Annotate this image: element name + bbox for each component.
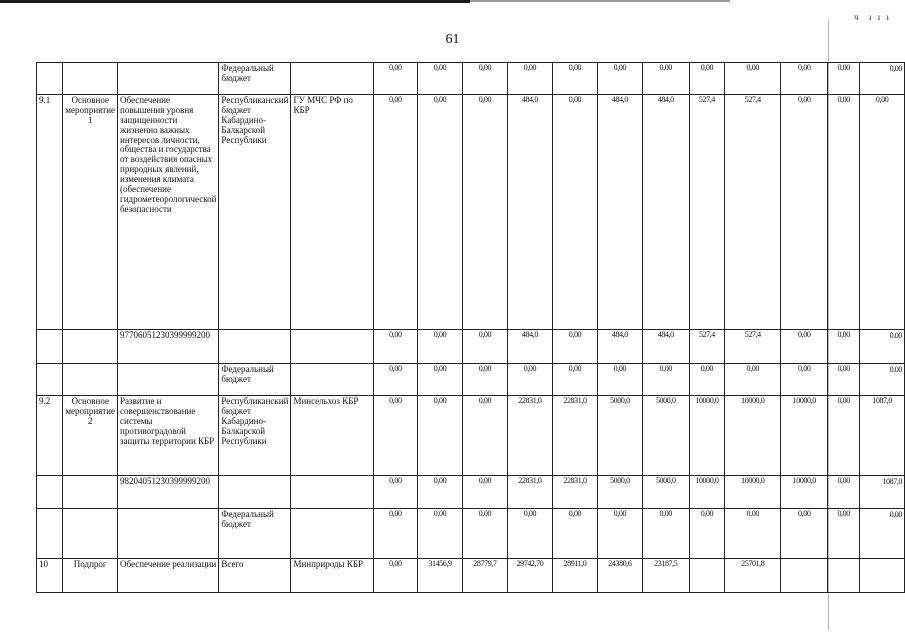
- table-row: [37, 476, 905, 509]
- value-cell: 0,00: [642, 364, 689, 396]
- row-source: Федеральный бюджет: [219, 63, 291, 95]
- row-kind: [63, 476, 118, 509]
- value-cell: 0,00: [781, 95, 828, 330]
- value-cell: 0,00: [642, 63, 689, 95]
- row-source: [219, 330, 291, 364]
- value-cell: 0,00: [553, 364, 598, 396]
- top-rule: [0, 0, 470, 3]
- row-number: [37, 509, 63, 559]
- row-source: [219, 476, 291, 509]
- value-cell: 0,00: [418, 330, 463, 364]
- table-row: [37, 63, 905, 95]
- table-row: [37, 95, 905, 330]
- value-cell: 0,00: [781, 330, 828, 364]
- row-name: Обеспечение повышения уровня защищенности жизненно важных интересов личности, общества и государства от воздействия опасных природных явлений, изменения климата (обеспечение гидрометеорологической безопасности: [118, 95, 219, 330]
- value-cell: 484,0: [507, 95, 552, 330]
- value-cell: 484,0: [642, 95, 689, 330]
- row-kind: Основное мероприятие 1: [63, 95, 118, 330]
- value-cell: [860, 559, 905, 593]
- value-cell: 10000,0: [689, 476, 725, 509]
- row-kind: [63, 364, 118, 396]
- value-cell: 0,00: [373, 95, 417, 330]
- budget-code: 98204051230399999200: [118, 476, 219, 509]
- value-cell: 0,00: [462, 396, 507, 476]
- row-executor: [291, 63, 373, 95]
- value-cell: 0,00: [553, 330, 598, 364]
- row-name: Обеспечение реализации: [118, 559, 219, 593]
- value-cell: 10000,0: [781, 396, 828, 476]
- value-cell: 0,00: [642, 509, 689, 559]
- value-cell: 5000,0: [597, 396, 642, 476]
- value-cell: 22831,0: [553, 396, 598, 476]
- value-cell: 484,0: [642, 330, 689, 364]
- row-source: Республиканский бюджет Кабардино-Балкарской Республики: [219, 95, 291, 330]
- value-cell: 1087,0: [860, 476, 905, 509]
- value-cell: 29742,70: [507, 559, 552, 593]
- value-cell: 0,00: [725, 63, 781, 95]
- value-cell: 0,00: [418, 95, 463, 330]
- value-cell: 0,00: [828, 509, 860, 559]
- row-source: Всего: [219, 559, 291, 593]
- value-cell: 484,0: [507, 330, 552, 364]
- value-cell: 527,4: [689, 330, 725, 364]
- value-cell: 0,00: [860, 509, 905, 559]
- value-cell: 0,00: [689, 63, 725, 95]
- row-kind: [63, 509, 118, 559]
- value-cell: 0,00: [373, 396, 417, 476]
- row-executor: [291, 330, 373, 364]
- value-cell: [689, 559, 725, 593]
- value-cell: 1087,0: [860, 396, 905, 476]
- value-cell: 0,00: [725, 364, 781, 396]
- row-kind: [63, 63, 118, 95]
- row-name: [118, 63, 219, 95]
- value-cell: 0,00: [725, 509, 781, 559]
- row-kind: [63, 330, 118, 364]
- value-cell: 0,00: [781, 509, 828, 559]
- value-cell: 0,00: [418, 396, 463, 476]
- budget-table-body: [37, 63, 905, 593]
- row-executor: ГУ МЧС РФ по КБР: [291, 95, 373, 330]
- value-cell: 527,4: [725, 330, 781, 364]
- value-cell: 0,00: [781, 63, 828, 95]
- top-rule-faint: [470, 0, 730, 2]
- value-cell: 28911,0: [553, 559, 598, 593]
- value-cell: 24380,6: [597, 559, 642, 593]
- value-cell: 22831,0: [507, 476, 552, 509]
- row-name: [118, 364, 219, 396]
- value-cell: 0,00: [689, 509, 725, 559]
- row-number: [37, 476, 63, 509]
- value-cell: 0,00: [462, 63, 507, 95]
- row-number: 9.1: [37, 95, 63, 330]
- row-kind: Основное мероприятие 2: [63, 396, 118, 476]
- value-cell: 527,4: [689, 95, 725, 330]
- value-cell: 0,00: [462, 364, 507, 396]
- value-cell: 0,00: [373, 476, 417, 509]
- row-kind: Подпрог: [63, 559, 118, 593]
- value-cell: 0,00: [828, 63, 860, 95]
- value-cell: 28779,7: [462, 559, 507, 593]
- row-number: 10: [37, 559, 63, 593]
- row-executor: Минсельхоз КБР: [291, 396, 373, 476]
- value-cell: 0,00: [418, 509, 463, 559]
- value-cell: 0,00: [462, 95, 507, 330]
- value-cell: 0,00: [507, 63, 552, 95]
- value-cell: 0.00: [860, 330, 905, 364]
- value-cell: [828, 559, 860, 593]
- value-cell: 0,00: [373, 63, 417, 95]
- value-cell: 22831,0: [553, 476, 598, 509]
- value-cell: 0,00: [828, 330, 860, 364]
- value-cell: 0,00: [373, 364, 417, 396]
- value-cell: 0,00: [597, 509, 642, 559]
- value-cell: 5000,0: [597, 476, 642, 509]
- value-cell: 0,00: [418, 476, 463, 509]
- value-cell: 0,00: [462, 330, 507, 364]
- value-cell: 0,00: [781, 364, 828, 396]
- value-cell: 0,00: [553, 63, 598, 95]
- value-cell: 0,00: [860, 63, 905, 95]
- budget-table: [36, 62, 905, 593]
- value-cell: 23187,5: [642, 559, 689, 593]
- value-cell: 0,00: [462, 509, 507, 559]
- value-cell: 0,00: [553, 95, 598, 330]
- value-cell: [781, 559, 828, 593]
- value-cell: 10000,0: [725, 476, 781, 509]
- value-cell: 484,0: [597, 330, 642, 364]
- value-cell: 527,4: [725, 95, 781, 330]
- value-cell: 10000,0: [781, 476, 828, 509]
- value-cell: 0.00: [860, 364, 905, 396]
- row-name: [118, 509, 219, 559]
- table-row: [37, 396, 905, 476]
- row-number: [37, 330, 63, 364]
- table-row: [37, 509, 905, 559]
- row-name: Развитие и совершенствование системы противоградовой защиты территории КБР: [118, 396, 219, 476]
- value-cell: 0,00: [373, 509, 417, 559]
- row-source: Федеральный бюджет: [219, 364, 291, 396]
- value-cell: 0,00: [689, 364, 725, 396]
- table-row: [37, 559, 905, 593]
- row-executor: [291, 364, 373, 396]
- table-row: [37, 330, 905, 364]
- value-cell: 0,00: [828, 364, 860, 396]
- row-number: 9.2: [37, 396, 63, 476]
- corner-mark: ч ı ı ı: [853, 12, 891, 22]
- value-cell: 10000,0: [725, 396, 781, 476]
- row-number: [37, 63, 63, 95]
- budget-code: 97706051230399999200: [118, 330, 219, 364]
- row-executor: [291, 509, 373, 559]
- value-cell: 31456,9: [418, 559, 463, 593]
- row-number: [37, 364, 63, 396]
- value-cell: 0,00: [597, 63, 642, 95]
- value-cell: 0,00: [462, 476, 507, 509]
- value-cell: 25701,8: [725, 559, 781, 593]
- value-cell: 10000,0: [689, 396, 725, 476]
- page-number: 61: [445, 32, 460, 47]
- table-row: [37, 364, 905, 396]
- value-cell: 484,0: [597, 95, 642, 330]
- value-cell: 0,00: [597, 364, 642, 396]
- value-cell: 0,00: [418, 364, 463, 396]
- value-cell: 0,00: [828, 476, 860, 509]
- row-executor: Минприроды КБР: [291, 559, 373, 593]
- value-cell: 0,00: [373, 559, 417, 593]
- value-cell: 5000,0: [642, 396, 689, 476]
- value-cell: 0,00: [828, 396, 860, 476]
- value-cell: 22831,0: [507, 396, 552, 476]
- value-cell: 0,00: [418, 63, 463, 95]
- value-cell: 0,00: [373, 330, 417, 364]
- value-cell: 0,00: [507, 364, 552, 396]
- value-cell: 5000,0: [642, 476, 689, 509]
- value-cell: 0,00: [553, 509, 598, 559]
- row-source: Республиканский бюджет Кабардино-Балкарской Республики: [219, 396, 291, 476]
- value-cell: 0,00: [828, 95, 860, 330]
- value-cell: 0,00: [507, 509, 552, 559]
- value-cell: 0,00: [860, 95, 905, 330]
- row-executor: [291, 476, 373, 509]
- row-source: Федеральный бюджет: [219, 509, 291, 559]
